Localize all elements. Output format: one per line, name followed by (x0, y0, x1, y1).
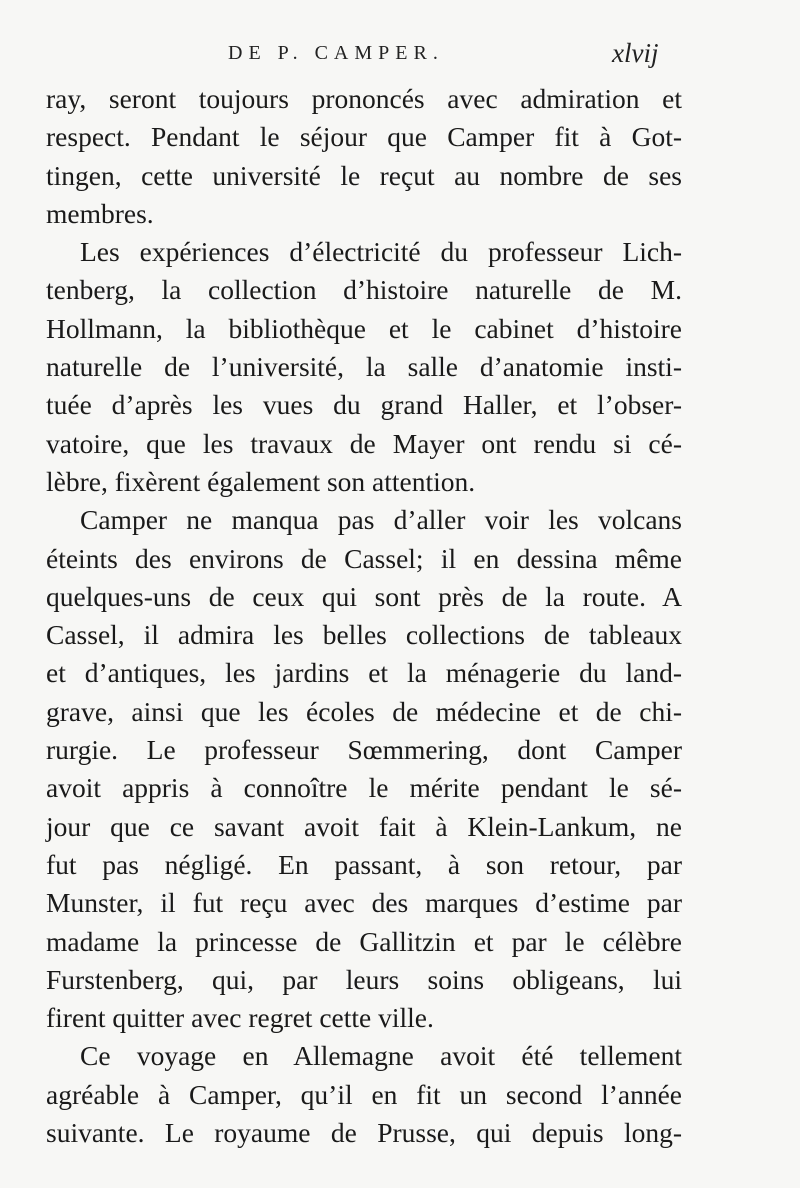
running-head-title: DE P. CAMPER. (228, 42, 444, 64)
body-text (46, 80, 682, 1152)
text-line: vatoire, que les travaux de Mayer ont rendu si cé- (46, 427, 682, 459)
text-line: suivante. Le royaume de Prusse, qui depuis long- (46, 1117, 682, 1149)
text-line: Les expériences d’électricité du professeur Lich- (80, 236, 682, 268)
text-line: naturelle de l’université, la salle d’anatomie insti- (46, 351, 682, 383)
text-line: respect. Pendant le séjour que Camper fit à Got- (46, 121, 682, 153)
running-head (0, 38, 800, 72)
text-line: membres. (46, 197, 154, 229)
text-line: madame la princesse de Gallitzin et par le célèbre (46, 925, 682, 957)
text-line: firent quitter avec regret cette ville. (46, 1002, 434, 1034)
text-line: tenberg, la collection d’histoire naturelle de M. (46, 274, 682, 306)
text-line: Furstenberg, qui, par leurs soins obligeans, lui (46, 963, 682, 995)
text-line: avoit appris à connoître le mérite pendant le sé- (46, 772, 682, 804)
text-line: fut pas négligé. En passant, à son retour, par (46, 848, 682, 880)
text-line: rurgie. Le professeur Sœmmering, dont Camper (46, 734, 682, 766)
text-line: Cassel, il admira les belles collections de tableaux (46, 619, 682, 651)
page-number: xlvij (612, 38, 659, 68)
text-line: tingen, cette université le reçut au nombre de ses (46, 159, 682, 191)
text-line: Ce voyage en Allemagne avoit été tellement (80, 1040, 682, 1072)
text-line: grave, ainsi que les écoles de médecine et de chi- (46, 695, 682, 727)
text-line: Munster, il fut reçu avec des marques d’estime par (46, 887, 682, 919)
text-line: Camper ne manqua pas d’aller voir les volcans (80, 504, 682, 536)
text-line: jour que ce savant avoit fait à Klein-Lankum, ne (46, 810, 682, 842)
text-line: Hollmann, la bibliothèque et le cabinet d’histoire (46, 312, 682, 344)
text-line: agréable à Camper, qu’il en fit un second l’année (46, 1078, 682, 1110)
text-line: éteints des environs de Cassel; il en dessina même (46, 542, 682, 574)
text-line: tuée d’après les vues du grand Haller, et l’obser- (46, 389, 682, 421)
text-line: quelques-uns de ceux qui sont près de la route. A (46, 580, 682, 612)
text-line: lèbre, fixèrent également son attention. (46, 465, 476, 497)
text-line: et d’antiques, les jardins et la ménagerie du land- (46, 657, 682, 689)
text-line: ray, seront toujours prononcés avec admiration et (46, 83, 682, 114)
